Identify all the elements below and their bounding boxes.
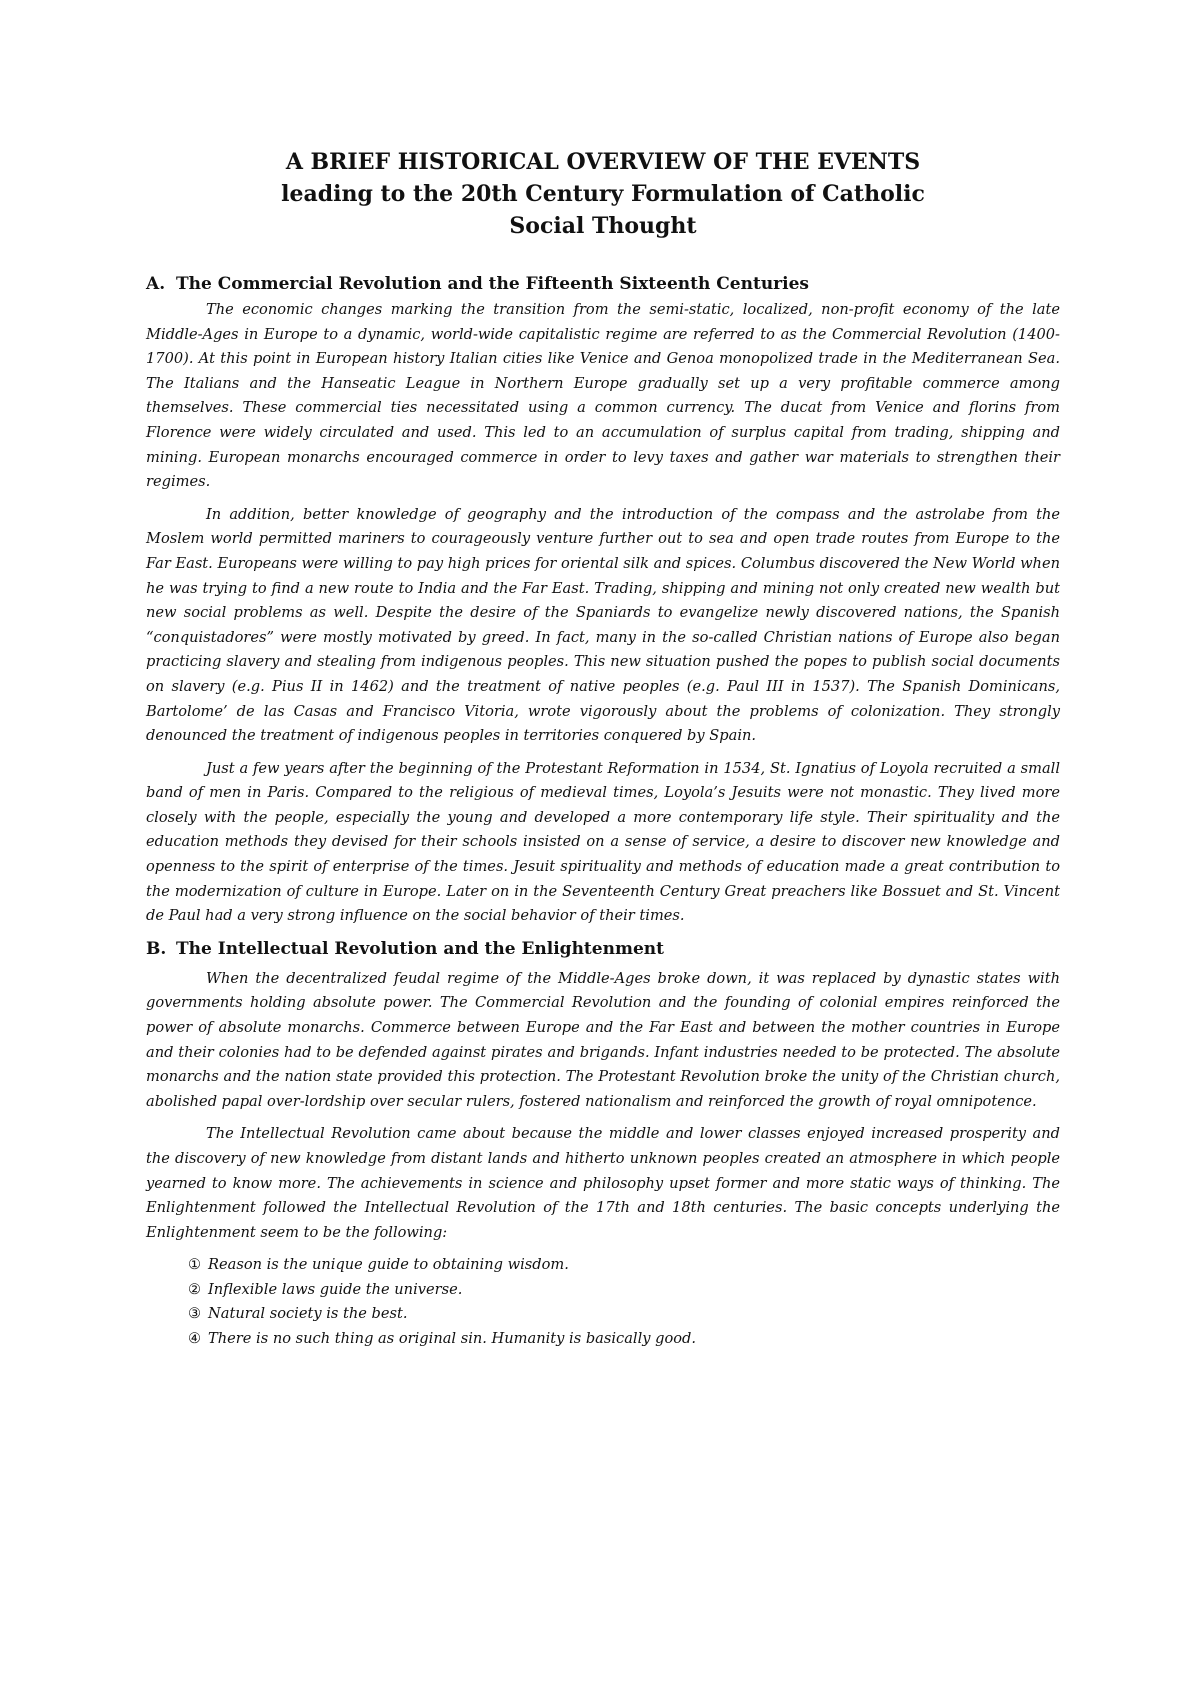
title-line-2: leading to the 20th Century Formulation of Catholic [281,181,925,207]
section-a-paragraph-3: Just a few years after the beginning of the Protestant Reformation in 1534, St. Ignatius of Loyola recruited a small band of men in Paris. Compared to the religious of medieval times, Loyola’s Jesuits were not monastic. They lived more closely with the people, especially the young and developed a more contemporary life style. Their spirituality and the education methods they devised for their schools insisted on a sense of service, a desire to discover new knowledge and openness to the spirit of enterprise of the times. Jesuit spirituality and methods of education made a great contribution to the modernization of culture in Europe. Later on in the Seventeenth Century Great preachers like Bossuet and St. Vincent de Paul had a very strong influence on the social behavior of their times. [146,759,1060,925]
section-b-title: The Intellectual Revolution and the Enlightenment [176,938,664,959]
list-item [188,1278,1060,1302]
section-b-paragraph-1: When the decentralized feudal regime of the Middle-Ages broke down, it was replaced by dynastic states with governments holding absolute power. The Commercial Revolution and the founding of colonial empires reinforced the power of absolute monarchs. Commerce between Europe and the Far East and between the mother countries in Europe and their colonies had to be defended against pirates and brigands. Infant industries needed to be protected. The absolute monarchs and the nation state provided this protection. The Protestant Revolution broke the unity of the Christian church, abolished papal over-lordship over secular rulers, fostered nationalism and reinforced the growth of royal omnipotence. [146,969,1060,1110]
circled-number-4-icon: ④ [188,1329,202,1347]
section-a-paragraph-2: In addition, better knowledge of geography and the introduction of the compass and the astrolabe from the Moslem world permitted mariners to courageously venture further out to sea and open trade routes from Europe to the Far East. Europeans were willing to pay high prices for oriental silk and spices. Columbus discovered the New World when he was trying to find a new route to India and the Far East. Trading, shipping and mining not only created new wealth but new social problems as well. Despite the desire of the Spaniards to evangelize newly discovered nations, the Spanish “conquistadores” were mostly motivated by greed. In fact, many in the so-called Christian nations of Europe also began practicing slavery and stealing from indigenous peoples. This new situation pushed the popes to publish social documents on slavery (e.g. Pius II in 1462) and the treatment of native peoples (e.g. Paul III in 1537). The Spanish Dominicans, Bartolome’ de las Casas and Francisco Vitoria, wrote vigorously about the problems of colonization. They strongly denounced the treatment of indigenous peoples in territories conquered by Spain. [146,505,1060,745]
section-a-letter: A. [146,274,166,294]
section-a-title: The Commercial Revolution and the Fifteenth Sixteenth Centuries [176,274,809,294]
title-line-1: A BRIEF HISTORICAL OVERVIEW OF THE EVENTS [285,149,921,175]
list-item [188,1302,1060,1326]
section-b-paragraph-2: The Intellectual Revolution came about because the middle and lower classes enjoyed increased prosperity and the discovery of new knowledge from distant lands and hitherto unknown peoples created an atmosphere in which people yearned to know more. The achievements in science and philosophy upset former and more static ways of thinking. The Enlightenment followed the Intellectual Revolution of the 17th and 18th centuries. The basic concepts underlying the Enlightenment seem to be the following: [146,1125,1060,1241]
section-b-letter: B. [146,938,167,959]
list-item-text: There is no such thing as original sin. Humanity is basically good. [208,1329,697,1347]
section-b-heading [146,937,1060,961]
section-a-paragraph-1: The economic changes marking the transition from the semi-static, localized, non-profit economy of the late Middle-Ages in Europe to a dynamic, world-wide capitalistic regime are referred to as the Commercial Revolution (1400-1700). At this point in European history Italian cities like Venice and Genoa monopolized trade in the Mediterranean Sea. The Italians and the Hanseatic League in Northern Europe gradually set up a very profitable commerce among themselves. These commercial ties necessitated using a common currency. The ducat from Venice and florins from Florence were widely circulated and used. This led to an accumulation of surplus capital from trading, shipping and mining. European monarchs encouraged commerce in order to levy taxes and gather war materials to strengthen their regimes. [146,301,1060,491]
section-a-heading [146,272,1060,296]
circled-number-1-icon: ① [188,1256,202,1274]
title-line-3: Social Thought [509,213,697,239]
list-item [188,1253,1060,1277]
document-page [146,146,1060,1351]
circled-number-3-icon: ③ [188,1305,202,1323]
list-item-text: Natural society is the best. [208,1305,408,1323]
enlightenment-concepts-list [188,1253,1060,1351]
list-item-text: Inflexible laws guide the universe. [208,1280,463,1298]
circled-number-2-icon: ② [188,1280,202,1298]
document-title [146,146,1060,242]
list-item-text: Reason is the unique guide to obtaining wisdom. [208,1256,569,1274]
list-item [188,1327,1060,1351]
